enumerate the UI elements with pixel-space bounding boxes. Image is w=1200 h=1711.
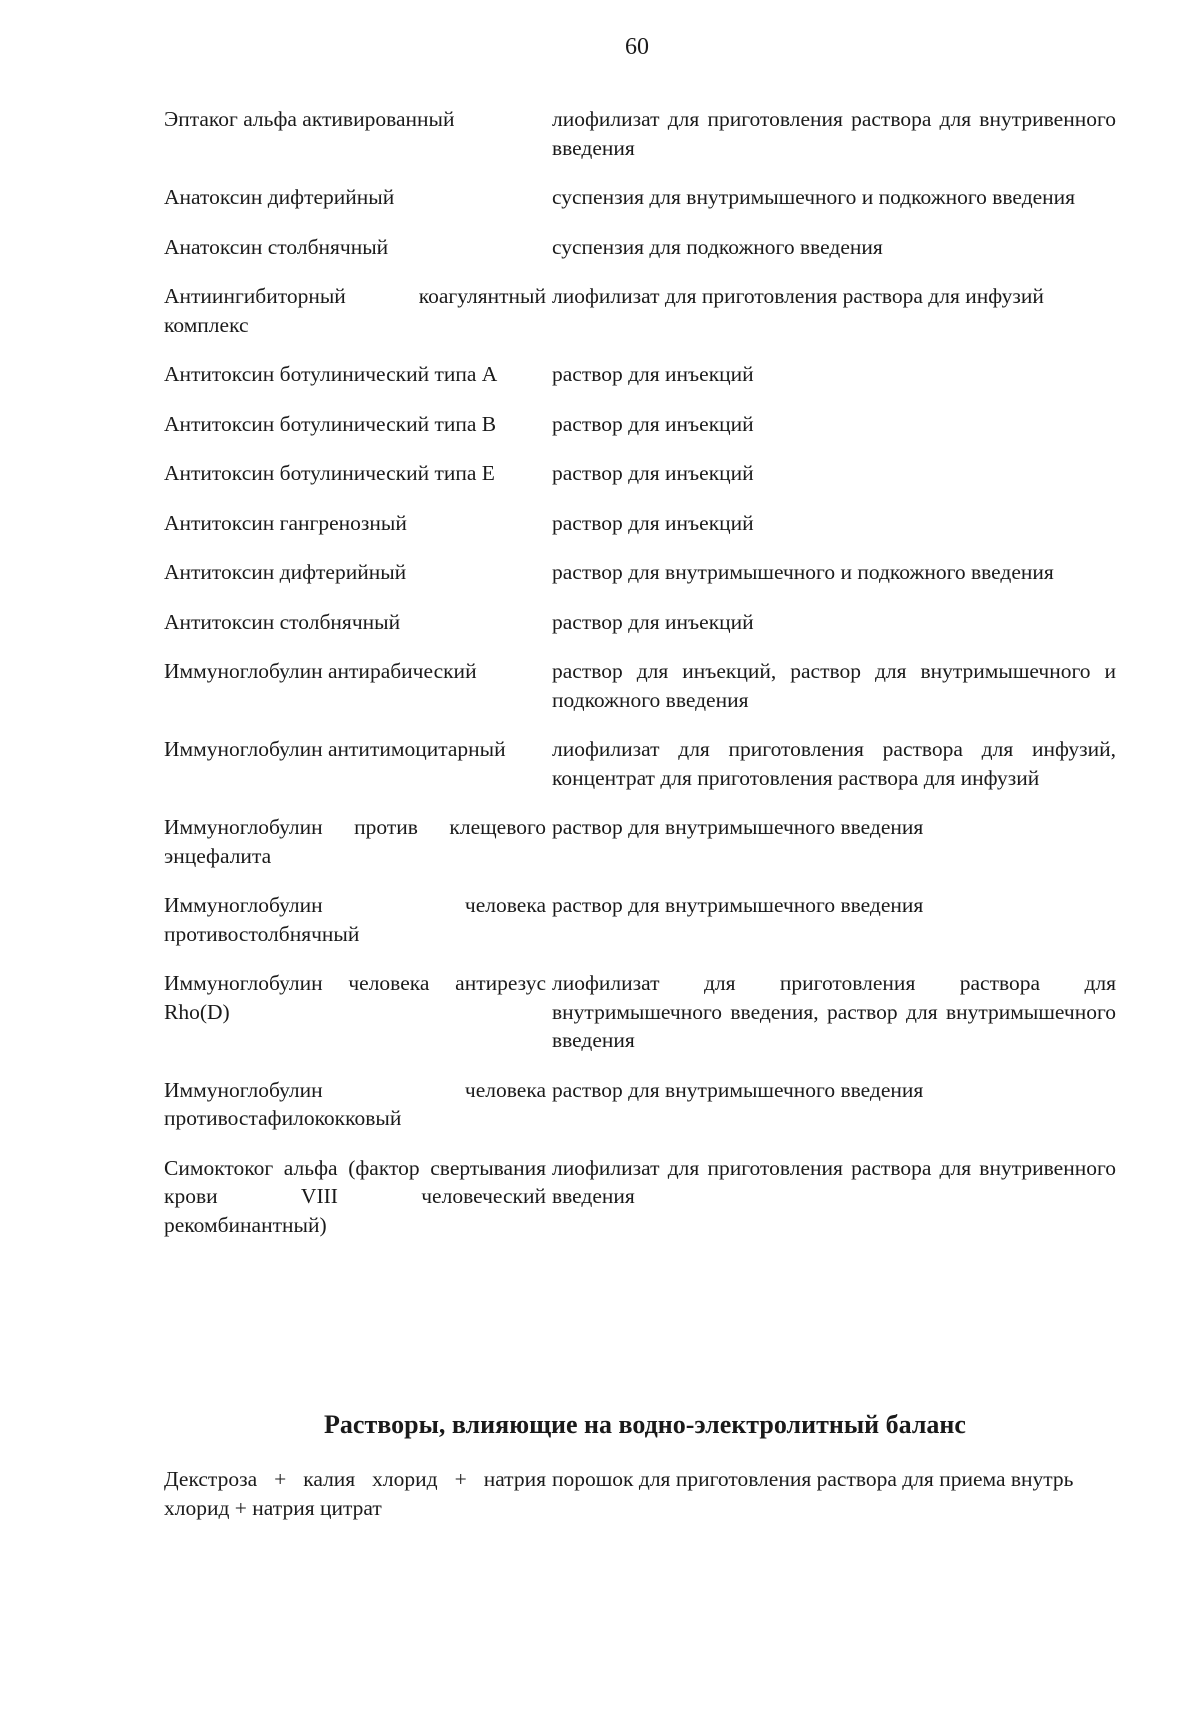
drug-name: Иммуноглобулин против клещевого энцефалита bbox=[164, 815, 546, 868]
drug-name: Иммуноглобулин человека противостафилококковый bbox=[164, 1077, 546, 1130]
table-row bbox=[164, 233, 1132, 262]
dosage-form: суспензия для подкожного введения bbox=[552, 234, 883, 259]
drug-name: Антитоксин ботулинический типа А bbox=[164, 362, 498, 386]
dosage-form: лиофилизат для приготовления раствора для внутривенного введения bbox=[552, 1155, 1116, 1208]
dosage-form: лиофилизат для приготовления раствора для внутримышечного введения, раствор для внутримышечного введения bbox=[552, 971, 1116, 1052]
drug-name: Иммуноглобулин человека антирезус Rho(D) bbox=[164, 971, 546, 1024]
section-heading: Растворы, влияющие на водно-электролитный баланс bbox=[324, 1410, 966, 1439]
drug-name: Эптаког альфа активированный bbox=[164, 107, 455, 131]
table-row bbox=[164, 969, 1132, 1055]
table-row bbox=[164, 735, 1132, 792]
drug-name: Антитоксин столбнячный bbox=[164, 609, 401, 634]
dosage-form: раствор для инъекций, раствор для внутримышечного и подкожного введения bbox=[552, 659, 1116, 712]
dosage-form: лиофилизат для приготовления раствора для инфузий bbox=[552, 284, 1044, 308]
table-row bbox=[164, 657, 1132, 714]
dosage-form: раствор для инъекций bbox=[552, 609, 754, 634]
dosage-form: раствор для инъекций bbox=[552, 362, 754, 386]
drug-name: Декстроза + калия хлорид + натрия хлорид + натрия цитрат bbox=[164, 1467, 546, 1520]
dosage-form: лиофилизат для приготовления раствора для внутривенного введения bbox=[552, 107, 1116, 160]
dosage-form: раствор для внутримышечного введения bbox=[552, 815, 924, 839]
table-row bbox=[164, 1076, 1132, 1133]
dosage-form: раствор для внутримышечного и подкожного введения bbox=[552, 560, 1054, 584]
table-row bbox=[164, 891, 1132, 948]
drug-name: Антитоксин ботулинический типа В bbox=[164, 411, 497, 436]
table-row bbox=[164, 509, 1132, 538]
table-row bbox=[164, 105, 1132, 162]
drug-name: Иммуноглобулин антирабический bbox=[164, 659, 477, 683]
table-row bbox=[164, 183, 1132, 212]
table-row bbox=[164, 1154, 1132, 1240]
drug-name: Анатоксин дифтерийный bbox=[164, 185, 395, 209]
drug-name: Анатоксин столбнячный bbox=[164, 234, 389, 259]
dosage-form: раствор для инъекций bbox=[552, 510, 754, 535]
drug-name: Иммуноглобулин антитимоцитарный bbox=[164, 737, 506, 761]
table-row bbox=[164, 813, 1132, 870]
table-row bbox=[164, 410, 1132, 439]
dosage-form: раствор для инъекций bbox=[552, 411, 754, 436]
drug-name: Иммуноглобулин человека противостолбнячный bbox=[164, 893, 546, 946]
dosage-form: лиофилизат для приготовления раствора для инфузий, концентрат для приготовления раствора для инфузий bbox=[552, 737, 1116, 790]
drug-name: Антитоксин дифтерийный bbox=[164, 560, 407, 584]
table-row bbox=[164, 1465, 1132, 1522]
table-row bbox=[164, 282, 1132, 339]
drug-name: Антитоксин ботулинический типа Е bbox=[164, 461, 495, 485]
dosage-form: раствор для инъекций bbox=[552, 461, 754, 485]
drug-table bbox=[164, 105, 1132, 1260]
dosage-form: раствор для внутримышечного введения bbox=[552, 893, 924, 917]
dosage-form: раствор для внутримышечного введения bbox=[552, 1077, 924, 1102]
table-row bbox=[164, 459, 1132, 488]
table-row bbox=[164, 608, 1132, 637]
table-row bbox=[164, 360, 1132, 389]
dosage-form: порошок для приготовления раствора для приема внутрь bbox=[552, 1467, 1074, 1491]
drug-name: Антитоксин гангренозный bbox=[164, 510, 407, 535]
page-number: 60 bbox=[625, 34, 649, 60]
drug-name: Симоктоког альфа (фактор свертывания крови VIII человеческий рекомбинантный) bbox=[164, 1155, 546, 1237]
drug-name: Антиингибиторный коагулянтный комплекс bbox=[164, 284, 546, 337]
dosage-form: суспензия для внутримышечного и подкожного введения bbox=[552, 185, 1076, 209]
table-row bbox=[164, 558, 1132, 587]
electrolyte-table bbox=[164, 1465, 1132, 1543]
